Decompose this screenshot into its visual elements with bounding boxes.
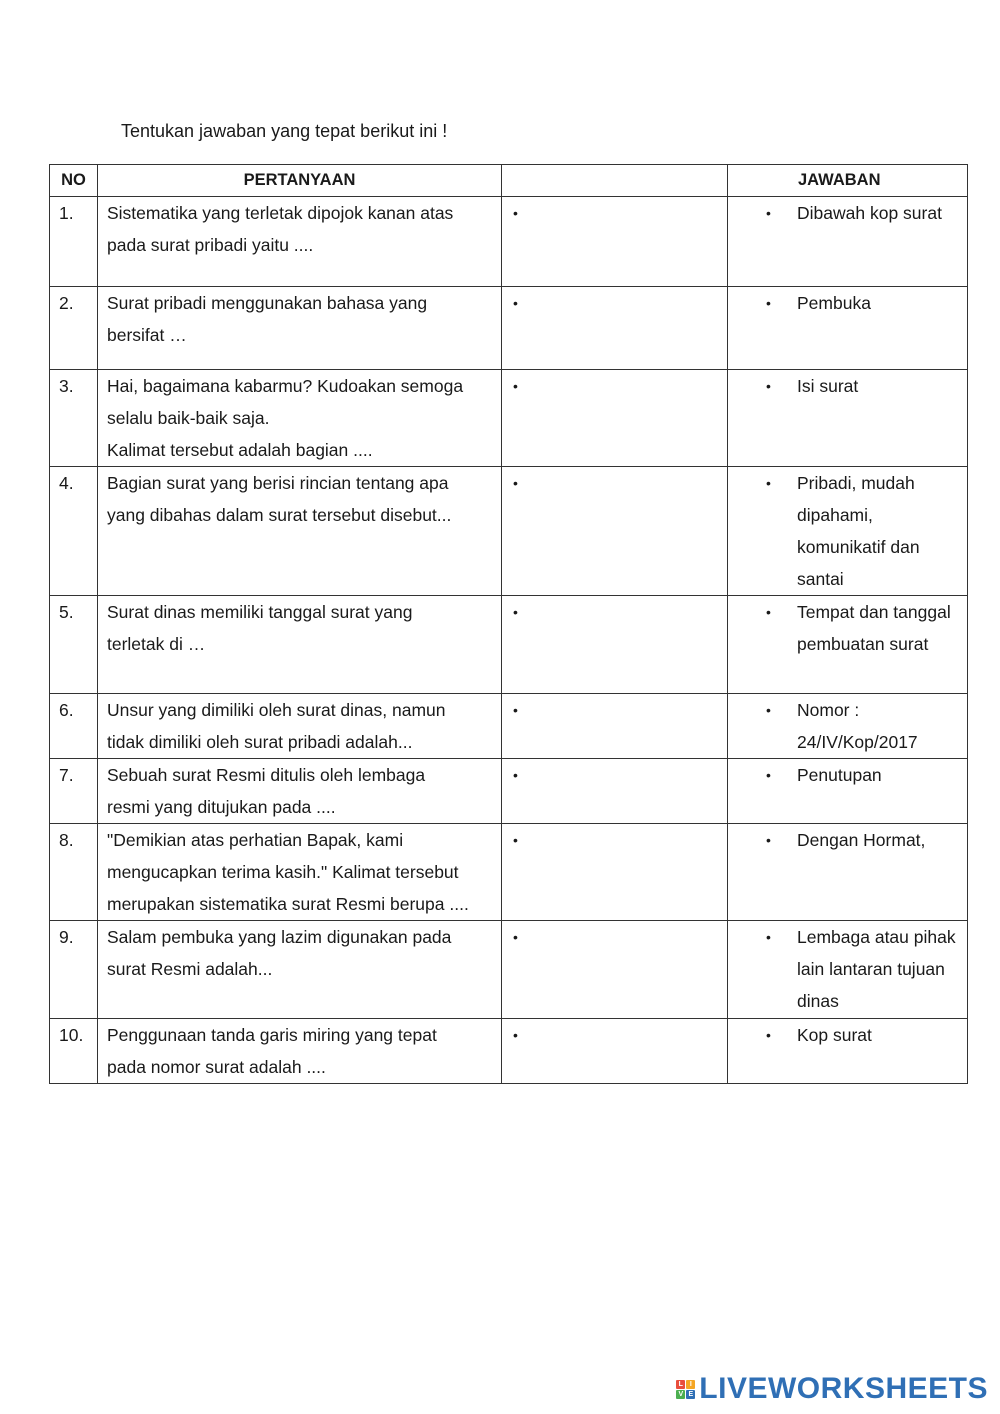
bullet-icon[interactable]: • (513, 702, 518, 718)
row-number (50, 596, 98, 694)
answer-cell[interactable] (728, 287, 968, 370)
bullet-icon[interactable]: • (766, 475, 771, 491)
answer-cell[interactable] (728, 370, 968, 467)
match-point-left[interactable] (502, 287, 728, 370)
bullet-icon[interactable]: • (513, 1027, 518, 1043)
answer-text: Dibawah kop surat (797, 203, 942, 223)
bullet-icon[interactable]: • (513, 475, 518, 491)
question-cell (98, 759, 502, 824)
bullet-icon[interactable]: • (513, 767, 518, 783)
question-text: Sebuah surat Resmi ditulis oleh lembaga resmi yang ditujukan pada .... (107, 765, 426, 817)
question-text: Sistematika yang terletak dipojok kanan atas pada surat pribadi yaitu .... (107, 203, 454, 255)
table-row (50, 197, 968, 287)
answer-cell[interactable] (728, 824, 968, 921)
row-number-text: 10. (59, 1025, 84, 1045)
row-number-text: 6. (59, 700, 74, 720)
match-point-left[interactable] (502, 370, 728, 467)
answer-cell[interactable] (728, 596, 968, 694)
header-answer: JAWABAN (728, 165, 968, 197)
liveworksheets-logo (676, 1372, 988, 1406)
table-row (50, 287, 968, 370)
question-text: Bagian surat yang berisi rincian tentang apa yang dibahas dalam surat tersebut disebut... (107, 473, 452, 525)
question-text: Unsur yang dimiliki oleh surat dinas, namun tidak dimiliki oleh surat pribadi adalah... (107, 700, 446, 752)
question-text: Hai, bagaimana kabarmu? Kudoakan semoga selalu baik-baik saja. Kalimat tersebut adalah bagian .... (107, 376, 464, 460)
match-point-left[interactable] (502, 824, 728, 921)
match-point-left[interactable] (502, 1019, 728, 1084)
row-number-text: 8. (59, 830, 74, 850)
bullet-icon[interactable]: • (766, 205, 771, 221)
header-middle (502, 165, 728, 197)
table-row (50, 694, 968, 759)
answer-text: Kop surat (797, 1025, 872, 1045)
table-row (50, 759, 968, 824)
match-point-left[interactable] (502, 467, 728, 596)
question-cell (98, 824, 502, 921)
row-number (50, 197, 98, 287)
answer-text: Tempat dan tanggal pembuatan surat (797, 602, 951, 654)
bullet-icon[interactable]: • (513, 205, 518, 221)
table-row (50, 467, 968, 596)
row-number-text: 7. (59, 765, 74, 785)
bullet-icon[interactable]: • (766, 767, 771, 783)
row-number-text: 9. (59, 927, 74, 947)
table-row (50, 824, 968, 921)
question-cell (98, 694, 502, 759)
match-point-left[interactable] (502, 694, 728, 759)
header-question: PERTANYAAN (98, 165, 502, 197)
header-row (50, 165, 968, 197)
bullet-icon[interactable]: • (513, 929, 518, 945)
logo-text: LIVEWORKSHEETS (699, 1372, 988, 1405)
logo-mark-letter: L (676, 1380, 685, 1389)
answer-text: Nomor : 24/IV/Kop/2017 (797, 700, 918, 752)
answer-cell[interactable] (728, 197, 968, 287)
answer-cell[interactable] (728, 921, 968, 1019)
logo-mark-letter: V (676, 1390, 685, 1399)
answer-text: Lembaga atau pihak lain lantaran tujuan dinas (797, 927, 956, 1011)
bullet-icon[interactable]: • (513, 295, 518, 311)
row-number-text: 2. (59, 293, 74, 313)
question-cell (98, 467, 502, 596)
question-cell (98, 287, 502, 370)
bullet-icon[interactable]: • (766, 1027, 771, 1043)
bullet-icon[interactable]: • (766, 832, 771, 848)
table-row (50, 1019, 968, 1084)
answer-text: Penutupan (797, 765, 882, 785)
logo-mark-icon (676, 1380, 695, 1399)
bullet-icon[interactable]: • (766, 604, 771, 620)
answer-cell[interactable] (728, 694, 968, 759)
bullet-icon[interactable]: • (513, 832, 518, 848)
question-text: Salam pembuka yang lazim digunakan pada surat Resmi adalah... (107, 927, 452, 979)
row-number (50, 370, 98, 467)
answer-cell[interactable] (728, 1019, 968, 1084)
answer-cell[interactable] (728, 759, 968, 824)
row-number-text: 5. (59, 602, 74, 622)
answer-text: Isi surat (797, 376, 859, 396)
question-cell (98, 197, 502, 287)
answer-text: Pribadi, mudah dipahami, komunikatif dan santai (797, 473, 920, 589)
logo-mark-letter: E (686, 1390, 695, 1399)
question-text: Surat dinas memiliki tanggal surat yang terletak di … (107, 602, 413, 654)
question-cell (98, 370, 502, 467)
answer-text: Pembuka (797, 293, 871, 313)
question-text: Surat pribadi menggunakan bahasa yang bersifat … (107, 293, 428, 345)
bullet-icon[interactable]: • (766, 295, 771, 311)
quiz-table (49, 164, 968, 1084)
bullet-icon[interactable]: • (766, 702, 771, 718)
bullet-icon[interactable]: • (513, 378, 518, 394)
table-row (50, 596, 968, 694)
bullet-icon[interactable]: • (766, 929, 771, 945)
question-cell (98, 596, 502, 694)
row-number (50, 824, 98, 921)
table-body (50, 197, 968, 1084)
instruction-text: Tentukan jawaban yang tepat berikut ini ! (121, 121, 448, 141)
bullet-icon[interactable]: • (766, 378, 771, 394)
match-point-left[interactable] (502, 921, 728, 1019)
row-number (50, 467, 98, 596)
table-row (50, 370, 968, 467)
question-text: "Demikian atas perhatian Bapak, kami mengucapkan terima kasih." Kalimat tersebut merupakan sistematika surat Resmi berupa .... (107, 830, 469, 914)
match-point-left[interactable] (502, 596, 728, 694)
question-cell (98, 1019, 502, 1084)
match-point-left[interactable] (502, 197, 728, 287)
row-number (50, 1019, 98, 1084)
match-point-left[interactable] (502, 759, 728, 824)
answer-text: Dengan Hormat, (797, 830, 926, 850)
question-cell (98, 921, 502, 1019)
row-number (50, 287, 98, 370)
header-no: NO (50, 165, 98, 197)
row-number (50, 921, 98, 1019)
bullet-icon[interactable]: • (513, 604, 518, 620)
row-number-text: 3. (59, 376, 74, 396)
row-number-text: 1. (59, 203, 74, 223)
question-text: Penggunaan tanda garis miring yang tepat pada nomor surat adalah .... (107, 1025, 437, 1077)
row-number (50, 694, 98, 759)
logo-mark-letter: I (686, 1380, 695, 1389)
answer-cell[interactable] (728, 467, 968, 596)
row-number-text: 4. (59, 473, 74, 493)
row-number (50, 759, 98, 824)
table-row (50, 921, 968, 1019)
